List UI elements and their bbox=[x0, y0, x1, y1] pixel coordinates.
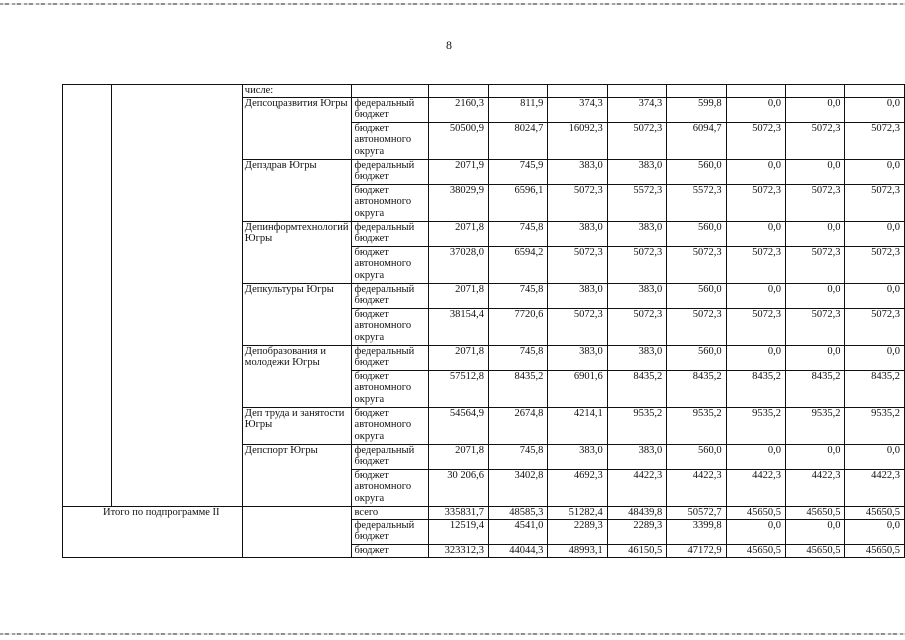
amount-cell: 5072,3 bbox=[845, 184, 905, 221]
empty-cell bbox=[607, 85, 666, 98]
amount-cell: 45650,5 bbox=[726, 544, 785, 557]
amount-cell: 0,0 bbox=[845, 97, 905, 122]
amount-cell: 0,0 bbox=[845, 519, 905, 544]
amount-cell: 5072,3 bbox=[667, 246, 726, 283]
amount-cell: 374,3 bbox=[548, 97, 607, 122]
amount-cell: 8435,2 bbox=[845, 370, 905, 407]
amount-cell: 4541,0 bbox=[488, 519, 547, 544]
funding-source: бюджет автономного округа bbox=[351, 407, 428, 444]
department-name: Депздрав Югры bbox=[242, 159, 351, 221]
amount-cell: 3402,8 bbox=[488, 469, 547, 506]
amount-cell: 383,0 bbox=[548, 283, 607, 308]
empty-cell bbox=[351, 85, 428, 98]
amount-cell: 9535,2 bbox=[607, 407, 666, 444]
amount-cell: 745,9 bbox=[488, 159, 547, 184]
funding-source: федеральный бюджет bbox=[351, 444, 428, 469]
department-name: Депспорт Югры bbox=[242, 444, 351, 506]
funding-source: бюджет автономного округа bbox=[351, 370, 428, 407]
amount-cell: 5072,3 bbox=[786, 122, 845, 159]
amount-cell: 745,8 bbox=[488, 221, 547, 246]
amount-cell: 4692,3 bbox=[548, 469, 607, 506]
amount-cell: 4422,3 bbox=[726, 469, 785, 506]
amount-cell: 323312,3 bbox=[428, 544, 488, 557]
amount-cell: 335831,7 bbox=[428, 506, 488, 519]
amount-cell: 5072,3 bbox=[786, 184, 845, 221]
funding-source: федеральный бюджет bbox=[351, 97, 428, 122]
amount-cell: 9535,2 bbox=[726, 407, 785, 444]
amount-cell: 0,0 bbox=[726, 159, 785, 184]
amount-cell: 560,0 bbox=[667, 444, 726, 469]
total-label: Итого по подпрограмме II bbox=[63, 506, 243, 557]
empty-cell bbox=[786, 85, 845, 98]
amount-cell: 6094,7 bbox=[667, 122, 726, 159]
amount-cell: 5072,3 bbox=[548, 246, 607, 283]
funding-source: федеральный бюджет bbox=[351, 283, 428, 308]
amount-cell: 5572,3 bbox=[607, 184, 666, 221]
amount-cell: 383,0 bbox=[548, 221, 607, 246]
amount-cell: 48439,8 bbox=[607, 506, 666, 519]
table-row bbox=[63, 85, 905, 98]
merged-empty-cell bbox=[63, 85, 112, 507]
amount-cell: 9535,2 bbox=[786, 407, 845, 444]
table-body bbox=[63, 85, 905, 558]
funding-source: всего bbox=[351, 506, 428, 519]
amount-cell: 5072,3 bbox=[726, 184, 785, 221]
amount-cell: 6594,2 bbox=[488, 246, 547, 283]
amount-cell: 0,0 bbox=[726, 221, 785, 246]
empty-cell bbox=[428, 85, 488, 98]
empty-cell bbox=[726, 85, 785, 98]
amount-cell: 0,0 bbox=[845, 345, 905, 370]
amount-cell: 3399,8 bbox=[667, 519, 726, 544]
empty-cell bbox=[242, 506, 351, 557]
amount-cell: 6901,6 bbox=[548, 370, 607, 407]
amount-cell: 2071,8 bbox=[428, 444, 488, 469]
funding-source: бюджет автономного округа bbox=[351, 469, 428, 506]
amount-cell: 38029,9 bbox=[428, 184, 488, 221]
amount-cell: 383,0 bbox=[607, 221, 666, 246]
empty-cell bbox=[845, 85, 905, 98]
amount-cell: 0,0 bbox=[726, 97, 785, 122]
amount-cell: 45650,5 bbox=[786, 506, 845, 519]
amount-cell: 4422,3 bbox=[845, 469, 905, 506]
amount-cell: 0,0 bbox=[845, 444, 905, 469]
department-name: Депсоцразвития Югры bbox=[242, 97, 351, 159]
department-name: Депобразования и молодежи Югры bbox=[242, 345, 351, 407]
empty-cell bbox=[667, 85, 726, 98]
amount-cell: 5072,3 bbox=[726, 308, 785, 345]
amount-cell: 44044,3 bbox=[488, 544, 547, 557]
amount-cell: 47172,9 bbox=[667, 544, 726, 557]
amount-cell: 45650,5 bbox=[845, 506, 905, 519]
amount-cell: 0,0 bbox=[726, 519, 785, 544]
funding-source: федеральный бюджет bbox=[351, 345, 428, 370]
amount-cell: 8435,2 bbox=[667, 370, 726, 407]
amount-cell: 45650,5 bbox=[726, 506, 785, 519]
amount-cell: 599,8 bbox=[667, 97, 726, 122]
funding-source: федеральный бюджет bbox=[351, 519, 428, 544]
amount-cell: 16092,3 bbox=[548, 122, 607, 159]
amount-cell: 2071,8 bbox=[428, 221, 488, 246]
amount-cell: 374,3 bbox=[607, 97, 666, 122]
amount-cell: 745,8 bbox=[488, 444, 547, 469]
amount-cell: 811,9 bbox=[488, 97, 547, 122]
amount-cell: 5572,3 bbox=[667, 184, 726, 221]
amount-cell: 9535,2 bbox=[845, 407, 905, 444]
funding-source: бюджет автономного округа bbox=[351, 184, 428, 221]
amount-cell: 46150,5 bbox=[607, 544, 666, 557]
amount-cell: 4422,3 bbox=[667, 469, 726, 506]
funding-source: бюджет bbox=[351, 544, 428, 557]
department-name: Депинформтехнологий Югры bbox=[242, 221, 351, 283]
amount-cell: 7720,6 bbox=[488, 308, 547, 345]
amount-cell: 5072,3 bbox=[607, 308, 666, 345]
amount-cell: 37028,0 bbox=[428, 246, 488, 283]
amount-cell: 745,8 bbox=[488, 345, 547, 370]
amount-cell: 2160,3 bbox=[428, 97, 488, 122]
scan-bottom-edge bbox=[0, 633, 905, 635]
amount-cell: 2071,8 bbox=[428, 345, 488, 370]
amount-cell: 383,0 bbox=[607, 444, 666, 469]
empty-cell bbox=[548, 85, 607, 98]
amount-cell: 0,0 bbox=[786, 159, 845, 184]
amount-cell: 5072,3 bbox=[786, 246, 845, 283]
amount-cell: 0,0 bbox=[845, 283, 905, 308]
amount-cell: 2071,9 bbox=[428, 159, 488, 184]
amount-cell: 5072,3 bbox=[667, 308, 726, 345]
amount-cell: 560,0 bbox=[667, 159, 726, 184]
amount-cell: 5072,3 bbox=[548, 308, 607, 345]
amount-cell: 0,0 bbox=[786, 519, 845, 544]
amount-cell: 0,0 bbox=[726, 444, 785, 469]
total-row bbox=[63, 506, 905, 519]
department-name: Депкультуры Югры bbox=[242, 283, 351, 345]
amount-cell: 0,0 bbox=[786, 283, 845, 308]
amount-cell: 5072,3 bbox=[548, 184, 607, 221]
empty-cell bbox=[488, 85, 547, 98]
amount-cell: 51282,4 bbox=[548, 506, 607, 519]
amount-cell: 5072,3 bbox=[786, 308, 845, 345]
continuation-label: числе: bbox=[242, 85, 351, 98]
amount-cell: 5072,3 bbox=[845, 308, 905, 345]
page-number: 8 bbox=[446, 38, 452, 52]
amount-cell: 38154,4 bbox=[428, 308, 488, 345]
amount-cell: 2071,8 bbox=[428, 283, 488, 308]
amount-cell: 560,0 bbox=[667, 283, 726, 308]
amount-cell: 5072,3 bbox=[845, 122, 905, 159]
budget-table bbox=[62, 84, 905, 558]
amount-cell: 2289,3 bbox=[607, 519, 666, 544]
amount-cell: 8435,2 bbox=[786, 370, 845, 407]
amount-cell: 560,0 bbox=[667, 221, 726, 246]
funding-source: бюджет автономного округа bbox=[351, 246, 428, 283]
amount-cell: 383,0 bbox=[548, 444, 607, 469]
amount-cell: 4422,3 bbox=[607, 469, 666, 506]
funding-source: федеральный бюджет bbox=[351, 159, 428, 184]
amount-cell: 4422,3 bbox=[786, 469, 845, 506]
amount-cell: 45650,5 bbox=[786, 544, 845, 557]
amount-cell: 383,0 bbox=[607, 159, 666, 184]
amount-cell: 383,0 bbox=[548, 159, 607, 184]
amount-cell: 0,0 bbox=[786, 97, 845, 122]
amount-cell: 45650,5 bbox=[845, 544, 905, 557]
amount-cell: 0,0 bbox=[726, 345, 785, 370]
amount-cell: 560,0 bbox=[667, 345, 726, 370]
amount-cell: 5072,3 bbox=[726, 246, 785, 283]
amount-cell: 5072,3 bbox=[726, 122, 785, 159]
funding-source: бюджет автономного округа bbox=[351, 308, 428, 345]
amount-cell: 8435,2 bbox=[488, 370, 547, 407]
funding-source: бюджет автономного округа bbox=[351, 122, 428, 159]
scan-top-edge bbox=[0, 3, 905, 5]
amount-cell: 4214,1 bbox=[548, 407, 607, 444]
amount-cell: 2289,3 bbox=[548, 519, 607, 544]
amount-cell: 9535,2 bbox=[667, 407, 726, 444]
amount-cell: 6596,1 bbox=[488, 184, 547, 221]
amount-cell: 30 206,6 bbox=[428, 469, 488, 506]
amount-cell: 5072,3 bbox=[845, 246, 905, 283]
amount-cell: 57512,8 bbox=[428, 370, 488, 407]
amount-cell: 0,0 bbox=[786, 221, 845, 246]
amount-cell: 383,0 bbox=[548, 345, 607, 370]
amount-cell: 48993,1 bbox=[548, 544, 607, 557]
amount-cell: 12519,4 bbox=[428, 519, 488, 544]
amount-cell: 48585,3 bbox=[488, 506, 547, 519]
amount-cell: 383,0 bbox=[607, 283, 666, 308]
amount-cell: 50572,7 bbox=[667, 506, 726, 519]
funding-source: федеральный бюджет bbox=[351, 221, 428, 246]
amount-cell: 745,8 bbox=[488, 283, 547, 308]
amount-cell: 50500,9 bbox=[428, 122, 488, 159]
merged-empty-cell bbox=[112, 85, 242, 507]
amount-cell: 383,0 bbox=[607, 345, 666, 370]
amount-cell: 2674,8 bbox=[488, 407, 547, 444]
amount-cell: 0,0 bbox=[786, 345, 845, 370]
amount-cell: 0,0 bbox=[786, 444, 845, 469]
amount-cell: 8024,7 bbox=[488, 122, 547, 159]
amount-cell: 8435,2 bbox=[607, 370, 666, 407]
amount-cell: 54564,9 bbox=[428, 407, 488, 444]
amount-cell: 5072,3 bbox=[607, 122, 666, 159]
amount-cell: 0,0 bbox=[845, 159, 905, 184]
amount-cell: 5072,3 bbox=[607, 246, 666, 283]
amount-cell: 0,0 bbox=[845, 221, 905, 246]
amount-cell: 0,0 bbox=[726, 283, 785, 308]
amount-cell: 8435,2 bbox=[726, 370, 785, 407]
department-name: Деп труда и занятости Югры bbox=[242, 407, 351, 444]
